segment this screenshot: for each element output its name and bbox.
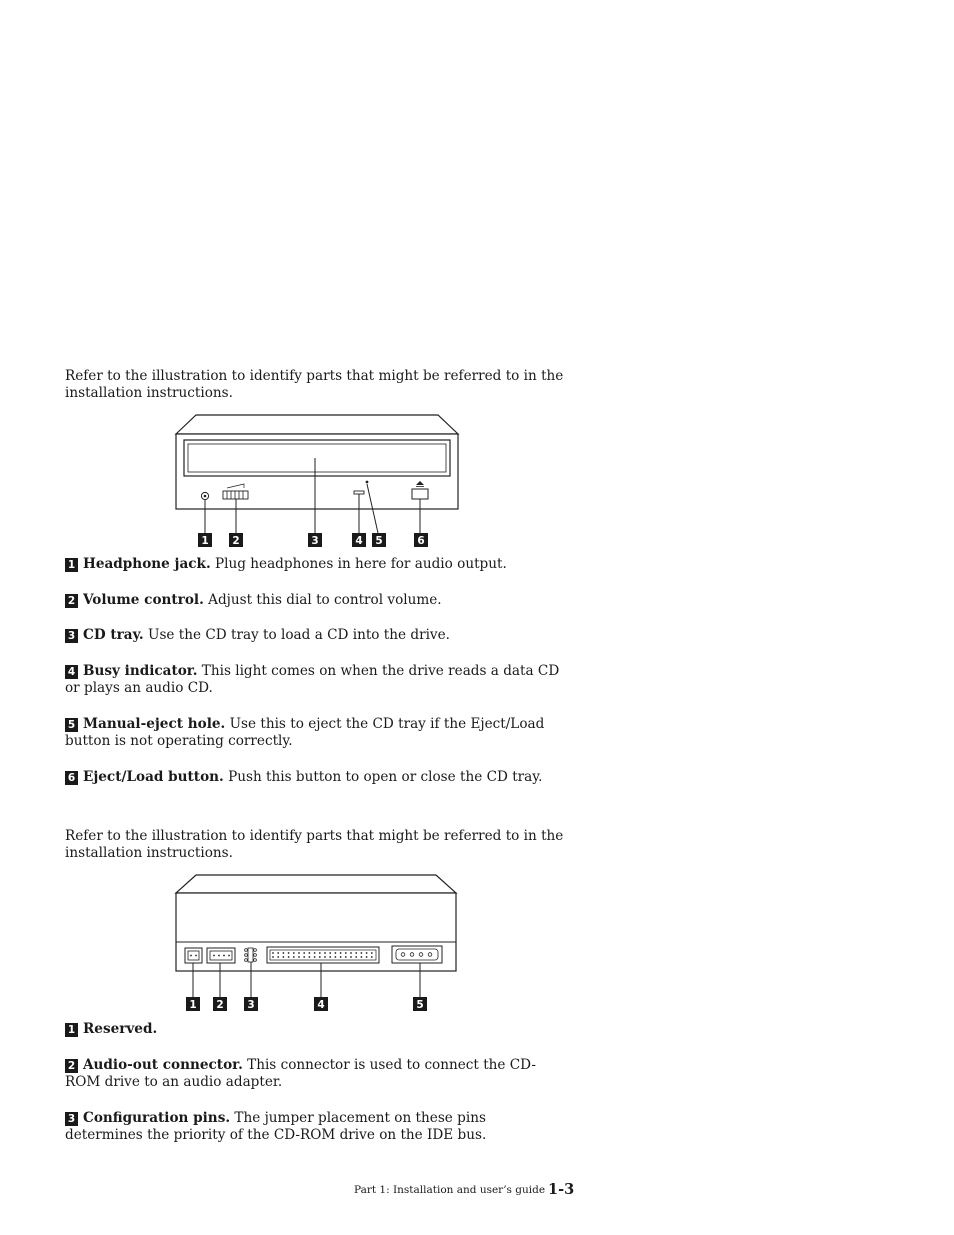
front-view-illustration [170,412,470,552]
callout-1: 1 [65,558,78,572]
item-title: CD tray. [83,627,144,643]
front-intro-text: Refer to the illustration to identify parts that might be referred to in the installation instructions. [65,368,564,401]
svg-text:5: 5 [416,999,424,1011]
item-title: Manual-eject hole. [83,716,226,732]
rear-intro-text: Refer to the illustration to identify parts that might be referred to in the installation instructions. [65,828,564,861]
item-text: Use the CD tray to load a CD into the drive. [143,627,450,643]
front-item-headphone-jack [65,556,565,573]
item-text: Adjust this dial to control volume. [203,592,442,608]
svg-text:1: 1 [201,535,209,547]
callout-6: 6 [65,771,78,785]
rear-item-audio-out-connector [65,1057,565,1091]
item-title: Configuration pins. [83,1110,231,1126]
item-title: Eject/Load button. [83,769,224,785]
front-callout-5 [372,533,386,547]
item-text: Use this to eject the CD tray if the Eject/Load button is not operating correctly. [65,716,545,749]
page-number: 1-3 [548,1181,575,1198]
rear-callout-1 [186,997,200,1011]
rear-callout-4 [314,997,328,1011]
front-callout-4 [352,533,366,547]
rear-callout-3 [244,997,258,1011]
svg-text:3: 3 [247,999,255,1011]
callout-2: 2 [65,594,78,608]
item-text: This connector is used to connect the CD-ROM drive to an audio adapter. [65,1057,536,1090]
front-item-eject-load-button [65,769,565,786]
front-callout-1 [198,533,212,547]
item-text: This light comes on when the drive reads a data CD or plays an audio CD. [65,663,560,696]
svg-text:6: 6 [417,535,425,547]
rear-view-illustration [170,872,470,1017]
svg-text:5: 5 [375,535,383,547]
svg-text:4: 4 [355,535,363,547]
item-text: Plug headphones in here for audio output. [210,556,507,572]
front-item-manual-eject-hole [65,716,565,750]
callout-5: 5 [65,718,78,732]
rear-item-reserved [65,1021,565,1038]
svg-text:3: 3 [311,535,319,547]
front-item-volume-control [65,592,565,609]
svg-text:4: 4 [317,999,325,1011]
item-title: Busy indicator. [83,663,198,679]
svg-text:2: 2 [232,535,240,547]
item-title: Reserved. [83,1021,158,1037]
front-callout-2 [229,533,243,547]
item-text: Push this button to open or close the CD tray. [223,769,543,785]
front-callout-6 [414,533,428,547]
callout-3: 3 [65,1112,78,1126]
callout-4: 4 [65,665,78,679]
callout-1: 1 [65,1023,78,1037]
svg-text:1: 1 [189,999,197,1011]
rear-callout-2 [213,997,227,1011]
item-text: The jumper placement on these pins determines the priority of the CD-ROM drive on the IDE bus. [65,1110,487,1143]
callout-3: 3 [65,629,78,643]
front-item-cd-tray [65,627,565,644]
callout-2: 2 [65,1059,78,1073]
svg-text:2: 2 [216,999,224,1011]
item-title: Headphone jack. [83,556,211,572]
front-item-busy-indicator [65,663,565,697]
item-title: Audio-out connector. [83,1057,243,1073]
item-title: Volume control. [83,592,204,608]
footer-text: Part 1: Installation and user’s guide [354,1184,546,1196]
front-callout-3 [308,533,322,547]
rear-callout-5 [413,997,427,1011]
rear-item-configuration-pins [65,1110,565,1144]
